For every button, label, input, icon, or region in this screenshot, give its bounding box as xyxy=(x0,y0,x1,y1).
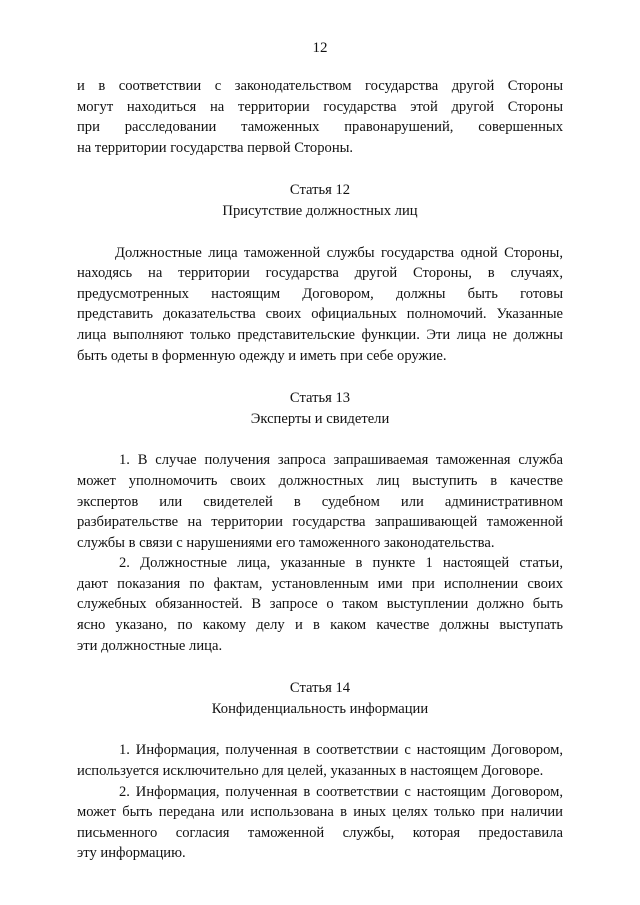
text-line: 1. В случае получения запроса запрашиваемая таможенная служба xyxy=(119,452,563,469)
article-title: Присутствие должностных лиц xyxy=(222,202,418,219)
text-line: на территории государства первой Стороны. xyxy=(77,139,354,156)
text-line: службы в связи с нарушениями его таможенного законодательства. xyxy=(77,534,495,551)
text-line: служебных обязанностей. В запросе о таком выступлении должно быть xyxy=(77,596,563,613)
page-number: 12 xyxy=(312,40,328,56)
text-line: может быть передана или использована в иных целях только при наличии xyxy=(77,804,563,821)
text-line: письменного согласия таможенной службы, которая предоставила xyxy=(77,824,563,841)
text-line: ясно указано, по какому делу и в каком качестве должны выступать xyxy=(77,617,563,634)
article-13 xyxy=(77,388,563,656)
text-line: представить доказательства своих официальных полномочий. Указанные xyxy=(77,306,563,323)
text-line: лица выполняют только представительские функции. Эти лица не должны xyxy=(77,326,563,343)
text-line: 2. Информация, полученная в соответствии с настоящим Договором, xyxy=(119,783,563,800)
text-line: эту информацию. xyxy=(77,845,186,862)
text-line: Должностные лица таможенной службы государства одной Стороны, xyxy=(115,244,563,261)
text-line: быть одеты в форменную одежду и иметь при себе оружие. xyxy=(77,347,447,364)
text-line: разбирательстве на территории государства запрашивающей таможенной xyxy=(77,514,563,531)
text-line: могут находиться на территории государства этой другой Стороны xyxy=(77,98,563,115)
document-body xyxy=(77,76,563,864)
article-title: Эксперты и свидетели xyxy=(250,410,390,427)
article-12 xyxy=(77,180,563,366)
text-line: дают показания по фактам, установленным ими при исполнении своих xyxy=(77,575,563,592)
article-number: Статья 14 xyxy=(289,680,351,697)
text-line: предусмотренных настоящим Договором, должны быть готовы xyxy=(77,285,563,302)
article-14 xyxy=(77,678,563,864)
text-line: может уполномочить своих должностных лиц выступить в качестве xyxy=(77,472,563,489)
text-line: используется исключительно для целей, указанных в настоящем Договоре. xyxy=(77,763,544,780)
text-line: и в соответствии с законодательством государства другой Стороны xyxy=(77,78,563,94)
intro-paragraph xyxy=(77,76,563,158)
article-number: Статья 13 xyxy=(289,390,351,407)
text-line: находясь на территории государства другой Стороны, в случаях, xyxy=(77,265,563,282)
text-line: эти должностные лица. xyxy=(77,637,223,654)
text-line: 2. Должностные лица, указанные в пункте 1 настоящей статьи, xyxy=(119,555,563,572)
text-line: 1. Информация, полученная в соответствии с настоящим Договором, xyxy=(119,742,563,759)
text-line: при расследовании таможенных правонарушений, совершенных xyxy=(77,119,563,136)
article-title: Конфиденциальность информации xyxy=(211,700,429,717)
article-number: Статья 12 xyxy=(289,182,351,199)
text-line: экспертов или свидетелей в судебном или административном xyxy=(77,493,563,510)
